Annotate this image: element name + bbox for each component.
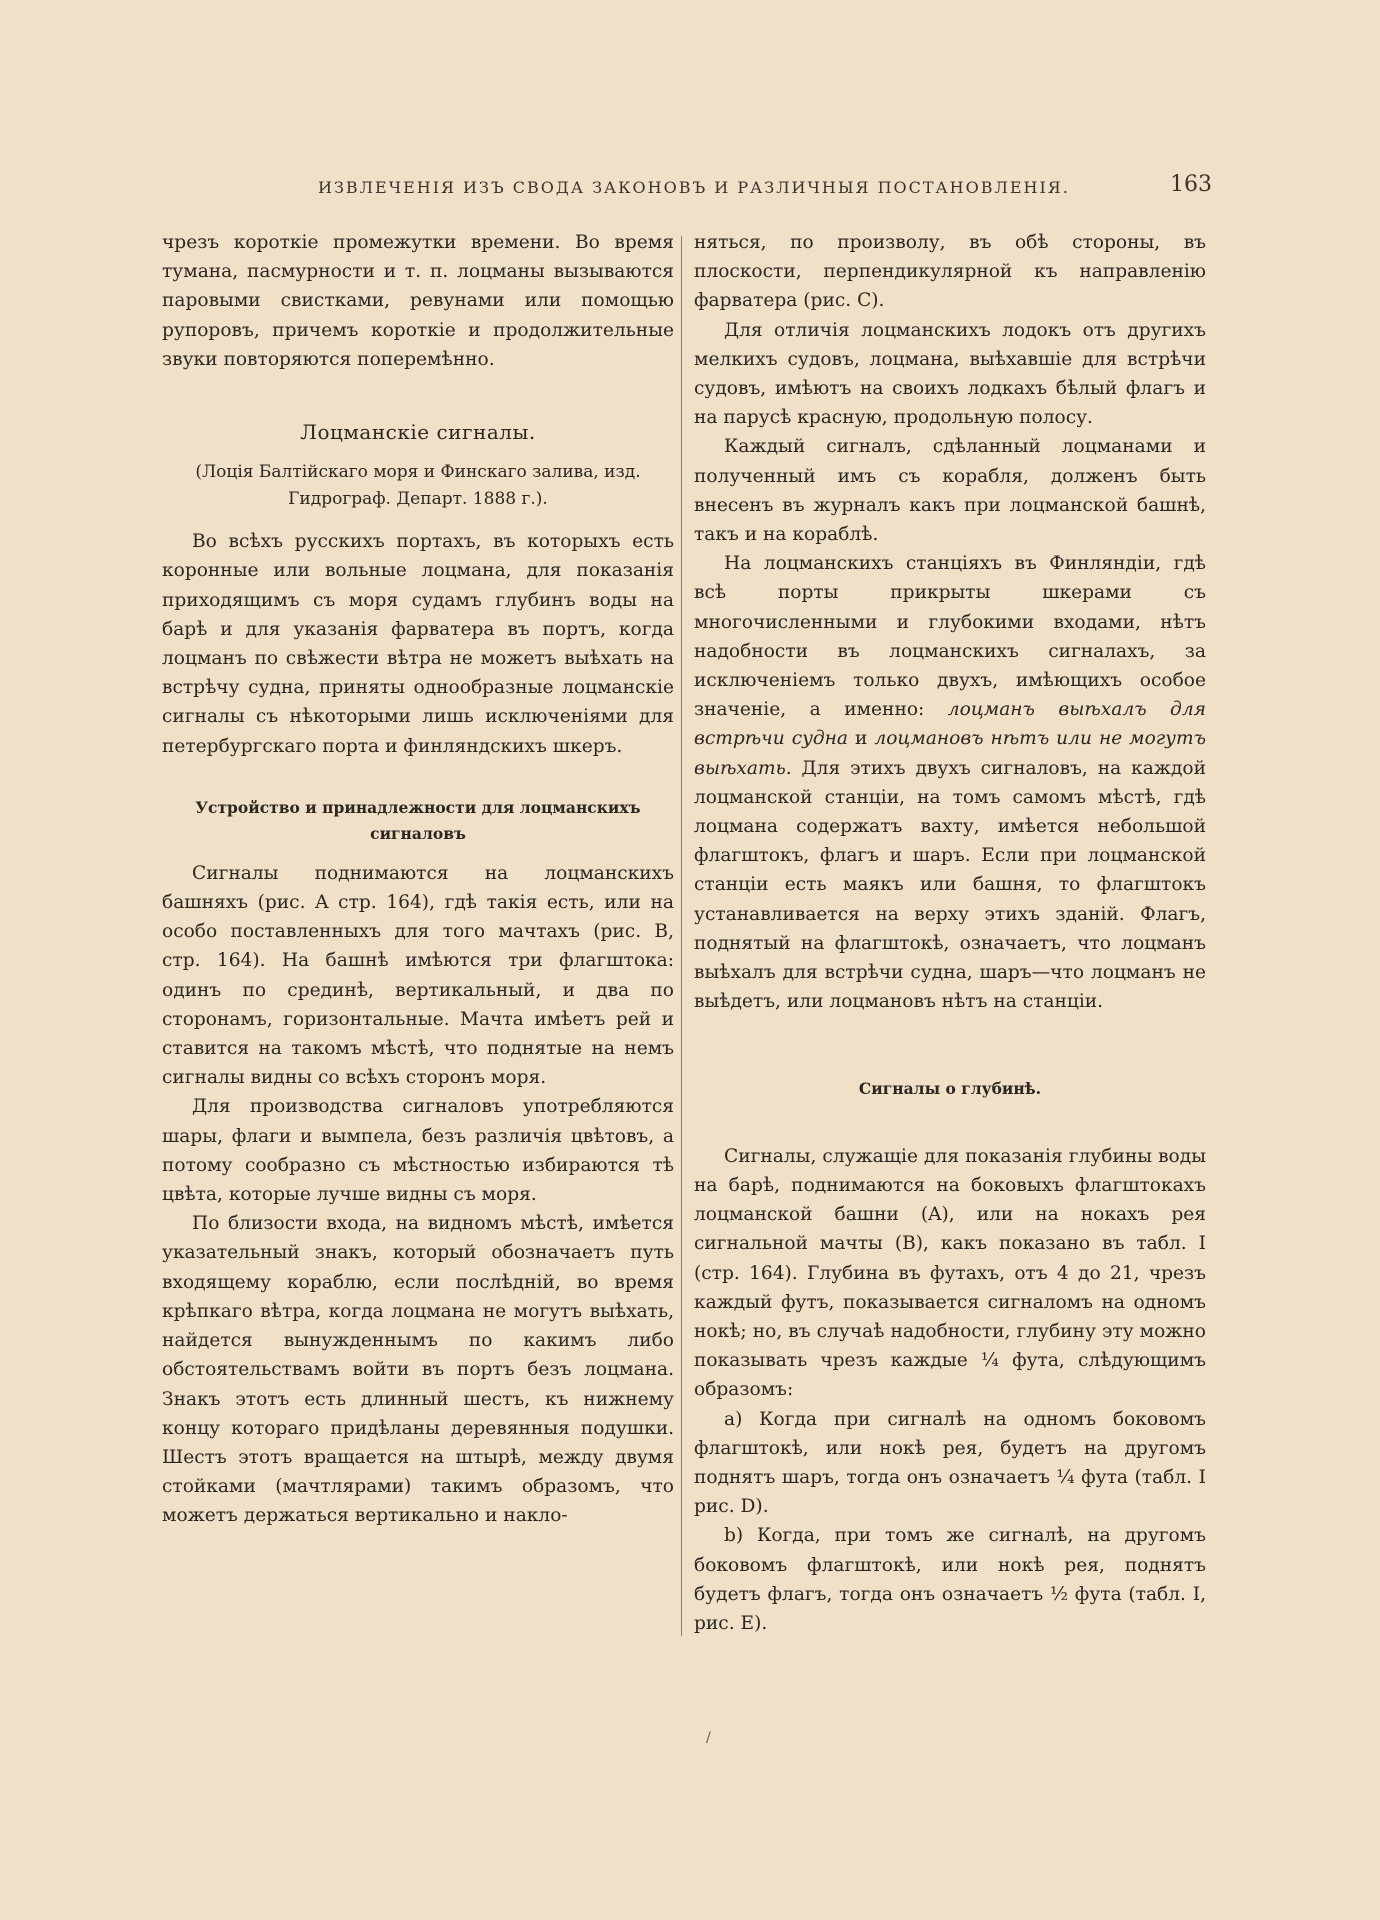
section-heading: Лоцманскіе сигналы. [300, 420, 536, 445]
paragraph: чрезъ короткіе промежутки времени. Во время тумана, пасмурности и т. п. лоцманы вызываются паровыми свистками, ревунами или помощью рупоровъ, причемъ короткіе и продолжительные звуки повторяются поперемѣнно. [162, 232, 674, 370]
paragraph: Для отличія лоцманскихъ лодокъ отъ другихъ мелкихъ судовъ, лоцмана, выѣхавшіе для встрѣчи судовъ, имѣютъ на своихъ лодкахъ бѣлый флагъ и на парусѣ красную, продольную полосу. [694, 319, 1206, 429]
paragraph: няться, по произволу, въ обѣ стороны, въ плоскости, перпендикулярной къ направленію фарватера (рис. C). [694, 232, 1206, 312]
source-citation: (Лоція Балтійскаго моря и Финскаго залива, изд. Гидрограф. Департ. 1888 г.). [195, 462, 641, 510]
subheading: Сигналы о глубинѣ. [858, 1079, 1042, 1099]
paragraph: Сигналы поднимаются на лоцманскихъ башняхъ (рис. A стр. 164), гдѣ такія есть, или на особо поставленныхъ для того мачтахъ (рис. B, стр. 164). На башнѣ имѣются три флагштока: одинъ по срединѣ, вертикальный, и два по сторонамъ, горизонтальные. Мачта имѣетъ рей и ставится на такомъ мѣстѣ, что поднятые на немъ сигналы видны со всѣхъ сторонъ моря. [162, 862, 674, 1089]
paragraph: b) Когда, при томъ же сигналѣ, на другомъ боковомъ флагштокѣ, или нокѣ рея, поднятъ будетъ флагъ, тогда онъ означаетъ ½ фута (табл. I, рис. E). [694, 1525, 1206, 1634]
text-span: и [855, 728, 868, 750]
stray-mark: / [706, 1730, 711, 1746]
page-number: 163 [1170, 172, 1212, 197]
italic-signal-name: лоцмановъ нѣтъ или не могутъ выѣхать. [694, 728, 1206, 779]
paragraph [694, 549, 1206, 1016]
paragraph: Сигналы, служащіе для показанія глубины воды на барѣ, поднимаются на боковыхъ флагштокахъ лоцманской башни (A), или на нокахъ рея сигнальной мачты (B), какъ показано въ табл. I (стр. 164). Глубина въ футахъ, отъ 4 до 21, чрезъ каждый футъ, показывается сигналомъ на одномъ нокѣ; но, въ случаѣ надобности, глубину эту можно показывать чрезъ каждые ¼ фута, слѣдующимъ образомъ: [694, 1145, 1206, 1401]
paragraph: По близости входа, на видномъ мѣстѣ, имѣется указательный знакъ, который обозначаетъ путь входящему кораблю, если послѣдній, во время крѣпкаго вѣтра, когда лоцмана не могутъ выѣхать, найдется вынужденнымъ по какимъ либо обстоятельствамъ войти въ портъ безъ лоцмана. Знакъ этотъ есть длинный шестъ, къ нижнему концу котораго придѣланы деревянныя подушки. Шестъ этотъ вращается на штырѣ, между двумя стойками (мачтлярами) такимъ образомъ, что можетъ держаться вертикально и накло- [162, 1213, 674, 1527]
subheading: Устройство и принадлежности для лоцманскихъ сигналовъ [195, 797, 641, 843]
paragraph: Для производства сигналовъ употребляются шары, флаги и вымпела, безъ различія цвѣтовъ, а потому сообразно съ мѣстностью избираются тѣ цвѣта, которые лучше видны съ моря. [162, 1096, 674, 1206]
running-header: ИЗВЛЕЧЕНІЯ ИЗЪ СВОДА ЗАКОНОВЪ И РАЗЛИЧНЫЯ ПОСТАНОВЛЕНІЯ. [318, 178, 1070, 197]
left-column [162, 228, 674, 1531]
text-span: На лоцманскихъ станціяхъ въ Финляндіи, гдѣ всѣ порты прикрыты шкерами съ многочисленными и глубокими входами, нѣтъ надобности въ лоцманскихъ сигналахъ, за исключеніемъ только двухъ, имѣющихъ особое значеніе, а именно: [694, 553, 1206, 721]
paragraph: Каждый сигналъ, сдѣланный лоцманами и полученный имъ съ корабля, долженъ быть внесенъ въ журналъ какъ при лоцманской башнѣ, такъ и на кораблѣ. [694, 436, 1206, 546]
right-column [694, 228, 1206, 1638]
italic-signal-name: лоцманъ выѣхалъ для встрѣчи судна [694, 699, 1206, 750]
paragraph: a) Когда при сигналѣ на одномъ боковомъ флагштокѣ, или нокѣ рея, будетъ на другомъ поднятъ шаръ, тогда онъ означаетъ ¼ фута (табл. I рис. D). [694, 1408, 1206, 1518]
paragraph: Во всѣхъ русскихъ портахъ, въ которыхъ есть коронные или вольные лоцмана, для показанія приходящимъ съ моря судамъ глубинъ воды на барѣ и для указанія фарватера въ портъ, когда лоцманъ по свѣжести вѣтра не можетъ выѣхать на встрѣчу судна, приняты однообразные лоцманскіе сигналы съ нѣкоторыми лишь исключеніями для петербургскаго порта и финляндскихъ шкеръ. [162, 531, 674, 757]
text-span: Для этихъ двухъ сигналовъ, на каждой лоцманской станціи, на томъ самомъ мѣстѣ, гдѣ лоцмана содержатъ вахту, имѣется небольшой флагштокъ, флагъ и шаръ. Если при лоцманской станціи есть маякъ или башня, то флагштокъ устанавливается на верху этихъ зданій. Флагъ, поднятый на флагштокѣ, означаетъ, что лоцманъ выѣхалъ для встрѣчи судна, шаръ—что лоцманъ не выѣдетъ, или лоцмановъ нѣтъ на станціи. [694, 757, 1206, 1013]
column-divider [681, 236, 682, 1636]
